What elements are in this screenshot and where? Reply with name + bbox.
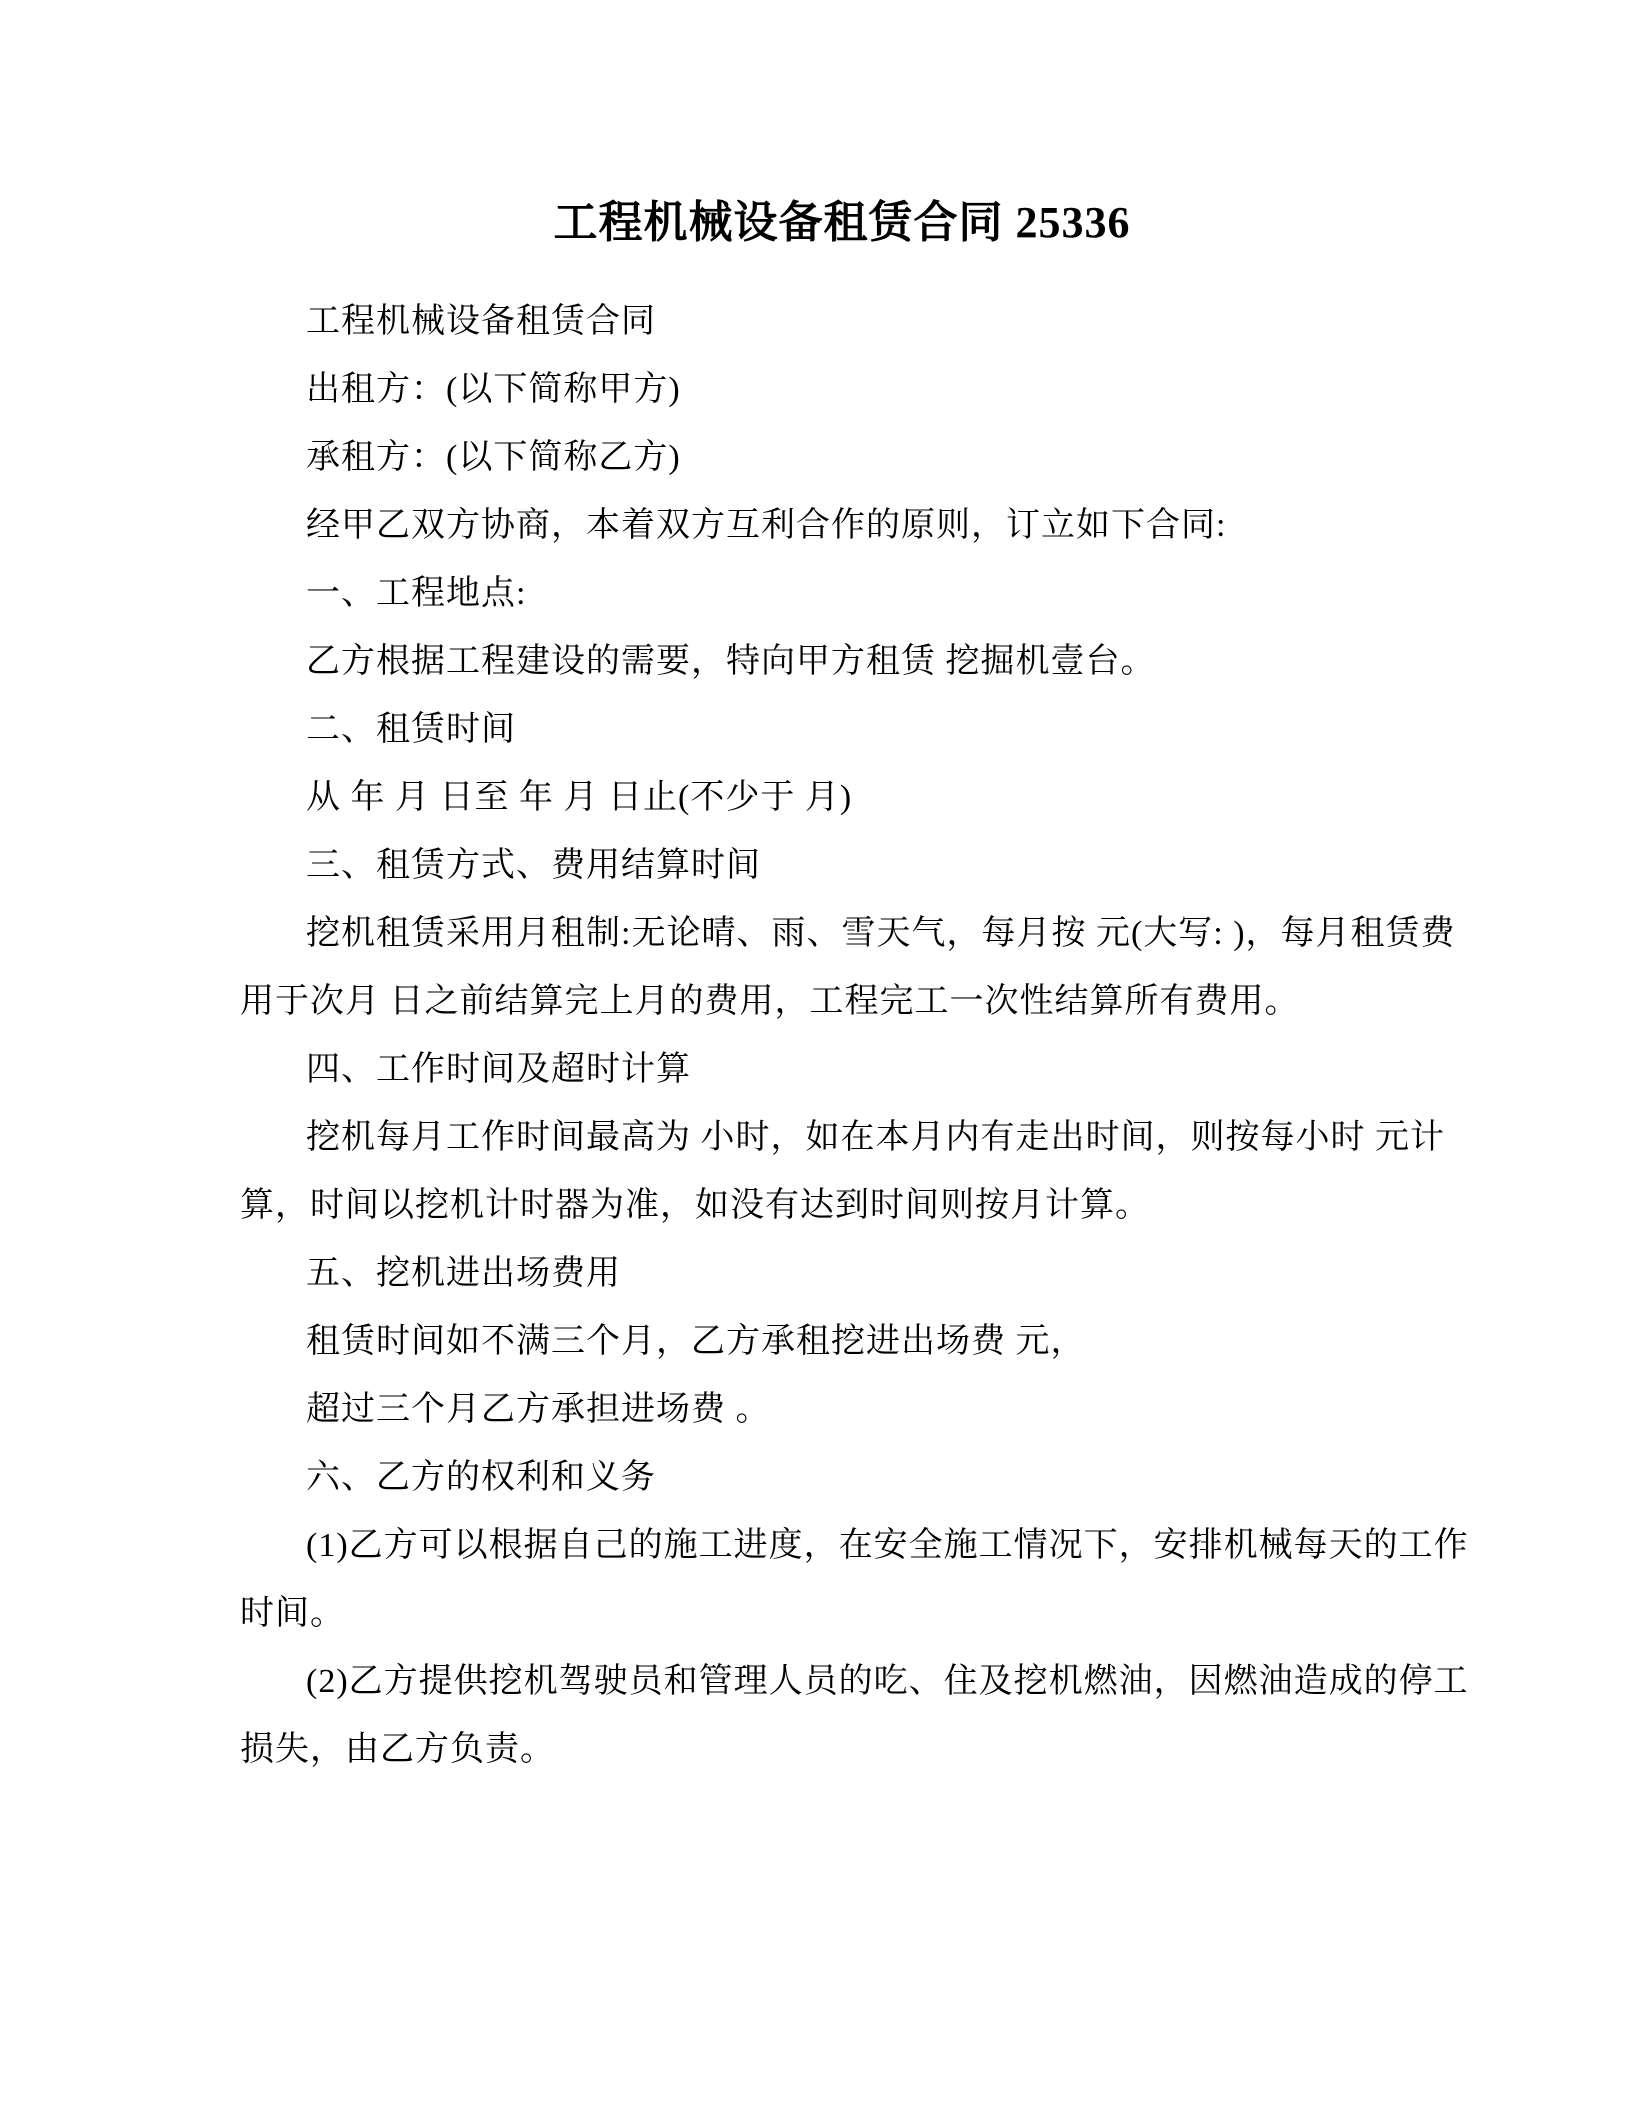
contract-section-heading: 一、工程地点: xyxy=(306,575,527,612)
contract-document xyxy=(240,170,1469,1784)
contract-line: 工程机械设备租赁合同 xyxy=(306,303,656,340)
contract-line: 挖机每月工作时间最高为 小时，如在本月内有走出时间，则按每小时 元计 xyxy=(306,1119,1445,1156)
contract-line: 时间。 xyxy=(240,1595,345,1632)
contract-line: 损失，由乙方负责。 xyxy=(240,1731,555,1768)
contract-line: 乙方根据工程建设的需要，特向甲方租赁 挖掘机壹台。 xyxy=(306,643,1156,680)
document-body xyxy=(240,288,1469,1784)
contract-section-heading: 五、挖机进出场费用 xyxy=(306,1255,621,1292)
contract-line: 超过三个月乙方承担进场费 。 xyxy=(306,1391,771,1428)
contract-line: (2)乙方提供挖机驾驶员和管理人员的吃、住及挖机燃油，因燃油造成的停工 xyxy=(306,1663,1469,1700)
contract-line: 从 年 月 日至 年 月 日止(不少于 月) xyxy=(306,779,853,816)
contract-line: 出租方：(以下简称甲方) xyxy=(306,371,681,408)
contract-section-heading: 四、工作时间及超时计算 xyxy=(306,1051,691,1088)
contract-section-heading: 六、乙方的权利和义务 xyxy=(306,1459,656,1496)
contract-line: 经甲乙双方协商，本着双方互利合作的原则，订立如下合同: xyxy=(306,507,1227,544)
document-title: 工程机械设备租赁合同 25336 xyxy=(553,198,1131,247)
contract-section-heading: 三、租赁方式、费用结算时间 xyxy=(306,847,761,884)
contract-line: 承租方：(以下简称乙方) xyxy=(306,439,681,476)
contract-line: 挖机租赁采用月租制:无论晴、雨、雪天气，每月按 元(大写: )，每月租赁费 xyxy=(306,915,1456,952)
contract-line: 用于次月 日之前结算完上月的费用，工程完工一次性结算所有费用。 xyxy=(240,983,1300,1020)
contract-line: 算，时间以挖机计时器为准，如没有达到时间则按月计算。 xyxy=(240,1187,1150,1224)
contract-line: (1)乙方可以根据自己的施工进度，在安全施工情况下，安排机械每天的工作 xyxy=(306,1527,1469,1564)
contract-line: 租赁时间如不满三个月，乙方承租挖进出场费 元， xyxy=(306,1323,1086,1360)
contract-section-heading: 二、租赁时间 xyxy=(306,711,516,748)
